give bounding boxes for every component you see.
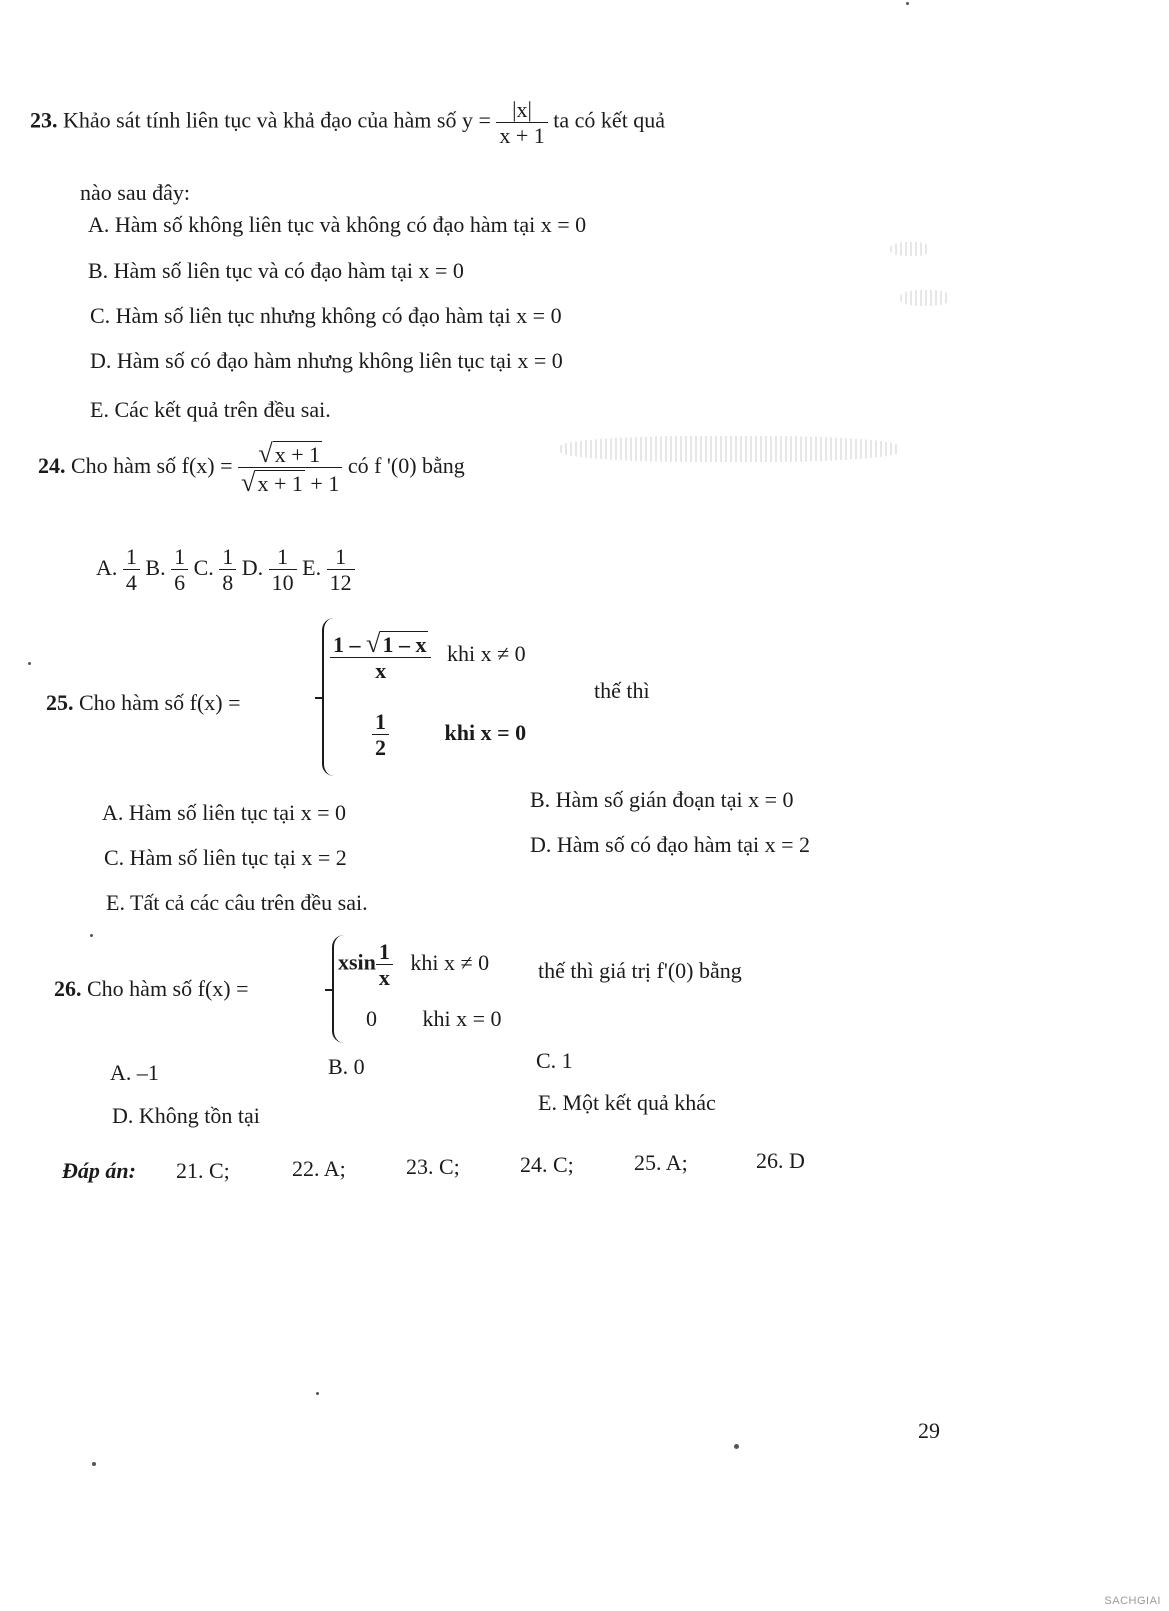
q23-option-e: E. Các kết quả trên đều sai. xyxy=(90,397,331,422)
answer-item: 25. A; xyxy=(634,1150,688,1175)
answer-item: 22. A; xyxy=(292,1156,346,1181)
q23-text-before: Khảo sát tính liên tục và khả đạo của hàm số y = xyxy=(63,107,491,133)
scan-speck xyxy=(92,1462,96,1466)
q25-option-e: E. Tất cả các câu trên đều sai. xyxy=(106,890,368,915)
q25-option-b: B. Hàm số gián đoạn tại x = 0 xyxy=(530,787,794,812)
watermark-logo: SACHGIAI xyxy=(1104,1595,1161,1607)
q26-option-c: C. 1 xyxy=(536,1048,573,1073)
q24-number: 24. xyxy=(38,452,66,478)
q26-case1: xsin $\frac{1}{x}$ khi x ≠ 0 xyxy=(338,939,490,991)
q25-case1: $\frac{1 - √1 - x}{x}$ khi x ≠ 0 xyxy=(330,630,526,683)
q23-option-c: C. Hàm số liên tục nhưng không có đạo hàm tại x = 0 xyxy=(90,303,562,328)
q23-text-after: ta có kết quả xyxy=(553,107,666,133)
answer-item: 24. C; xyxy=(520,1152,574,1177)
q26-text-after: thế thì giá trị f'(0) bằng xyxy=(538,958,742,983)
scan-smudge xyxy=(560,436,900,462)
scan-speck xyxy=(906,2,909,5)
q25-stem xyxy=(46,690,241,716)
q26-case2: 0 khi x = 0 xyxy=(366,1006,502,1031)
q23-formula: $\frac{|x|}{x + 1}$ xyxy=(496,98,547,147)
q23-number: 23. xyxy=(30,107,58,133)
q24-options xyxy=(96,545,355,594)
scan-speck xyxy=(28,662,31,665)
q26-stem xyxy=(54,976,249,1002)
q23-option-b: B. Hàm số liên tục và có đạo hàm tại x = 0 xyxy=(88,258,464,283)
q25-case2: $\frac{1}{2}$ khi x = 0 xyxy=(372,710,526,759)
q24-stem xyxy=(38,440,465,496)
q24-option-d: D. $\frac{1}{10}$ xyxy=(242,555,302,580)
q24-option-b: B. $\frac{1}{6}$ xyxy=(145,555,193,580)
q26-number: 26. xyxy=(54,976,82,1001)
q26-option-e: E. Một kết quả khác xyxy=(538,1090,716,1115)
q25-text-before: Cho hàm số f(x) = xyxy=(79,690,241,715)
scan-speck xyxy=(316,1392,319,1395)
q24-option-c: C. $\frac{1}{8}$ xyxy=(194,555,242,580)
q25-option-a: A. Hàm số liên tục tại x = 0 xyxy=(102,800,346,825)
q24-text-before: Cho hàm số f(x) = xyxy=(71,452,233,478)
q26-text-before: Cho hàm số f(x) = xyxy=(87,976,249,1001)
answer-item: 21. C; xyxy=(176,1158,230,1183)
q24-option-a: A. $\frac{1}{4}$ xyxy=(96,555,145,580)
scan-smudge xyxy=(890,242,930,256)
q25-option-d: D. Hàm số có đạo hàm tại x = 2 xyxy=(530,832,811,857)
q24-formula: $\frac{√x + 1}{√x + 1 + 1}$ xyxy=(238,440,342,496)
q25-option-c: C. Hàm số liên tục tại x = 2 xyxy=(104,845,347,870)
answer-key-label: Đáp án: xyxy=(62,1158,136,1183)
q23-line2: nào sau đây: xyxy=(80,180,190,205)
q23-stem xyxy=(30,98,665,147)
scan-speck xyxy=(90,934,93,937)
q26-option-a: A. –1 xyxy=(110,1060,159,1085)
q23-option-a: A. Hàm số không liên tục và không có đạo hàm tại x = 0 xyxy=(88,212,587,237)
answer-item: 26. D xyxy=(756,1148,805,1173)
q23-option-d: D. Hàm số có đạo hàm nhưng không liên tục tại x = 0 xyxy=(90,348,563,373)
page-number: 29 xyxy=(918,1418,940,1443)
q25-text-after: thế thì xyxy=(594,678,650,703)
scan-speck xyxy=(734,1444,739,1449)
q26-option-d: D. Không tồn tại xyxy=(112,1103,260,1128)
answer-item: 23. C; xyxy=(406,1154,460,1179)
q24-option-e: E. $\frac{1}{12}$ xyxy=(302,555,354,580)
q26-option-b: B. 0 xyxy=(328,1054,365,1079)
scan-smudge xyxy=(900,290,950,306)
answer-key xyxy=(62,1158,136,1184)
q25-number: 25. xyxy=(46,690,74,715)
q24-text-after: có f '(0) bằng xyxy=(347,452,465,478)
